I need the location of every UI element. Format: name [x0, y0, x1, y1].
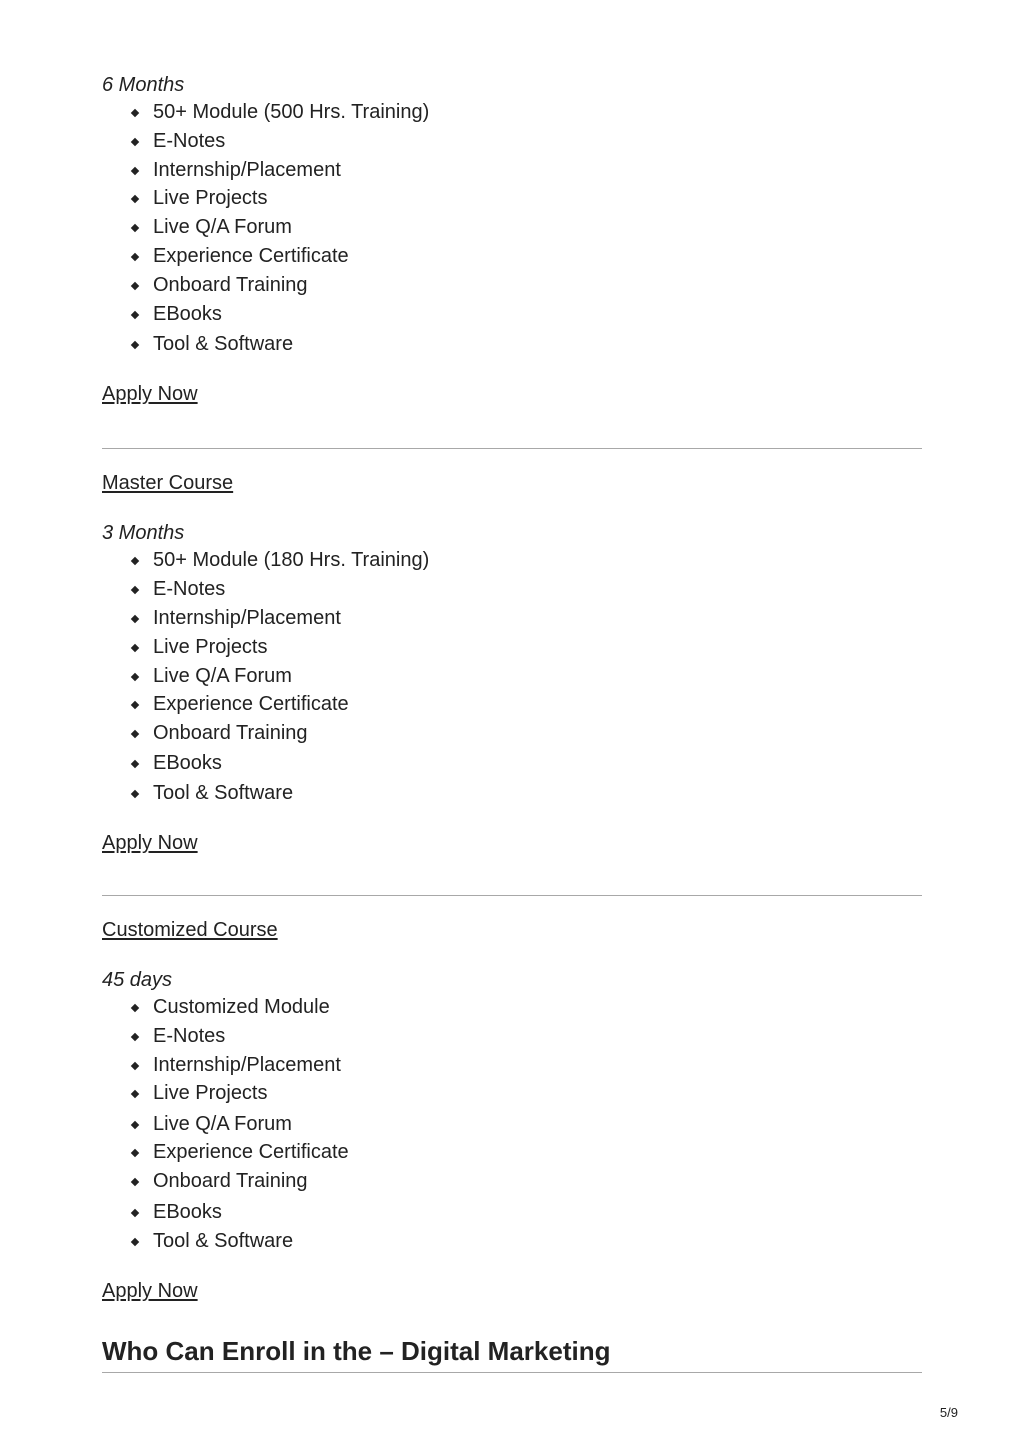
feature-label: Tool & Software — [153, 1230, 294, 1252]
feature-label: Experience Certificate — [153, 245, 349, 267]
feature-label: Onboard Training — [153, 274, 308, 296]
feature-label: Onboard Training — [153, 722, 308, 744]
apply-now-link[interactable]: Apply Now — [102, 832, 198, 854]
diamond-bullet-icon — [131, 341, 139, 349]
feature-label: Live Q/A Forum — [153, 1113, 292, 1135]
course-title-link[interactable]: Customized Course — [102, 919, 278, 941]
feature-label: 50+ Module (500 Hrs. Training) — [153, 101, 430, 123]
apply-now-link[interactable]: Apply Now — [102, 1280, 198, 1302]
diamond-bullet-icon — [131, 253, 139, 261]
diamond-bullet-icon — [131, 790, 139, 798]
diamond-bullet-icon — [131, 1149, 139, 1157]
feature-label: EBooks — [153, 1201, 222, 1223]
feature-label: Onboard Training — [153, 1170, 308, 1192]
diamond-bullet-icon — [131, 673, 139, 681]
feature-label: Experience Certificate — [153, 1141, 349, 1163]
diamond-bullet-icon — [131, 167, 139, 175]
feature-label: E-Notes — [153, 578, 226, 600]
diamond-bullet-icon — [131, 138, 139, 146]
feature-label: Internship/Placement — [153, 1054, 341, 1076]
diamond-bullet-icon — [131, 1004, 139, 1012]
feature-label: Tool & Software — [153, 782, 294, 804]
diamond-bullet-icon — [131, 1033, 139, 1041]
diamond-bullet-icon — [131, 282, 139, 290]
diamond-bullet-icon — [131, 1178, 139, 1186]
course-duration: 3 Months — [102, 522, 185, 544]
feature-label: E-Notes — [153, 130, 226, 152]
diamond-bullet-icon — [131, 109, 139, 117]
feature-label: Experience Certificate — [153, 693, 349, 715]
divider — [102, 448, 922, 449]
diamond-bullet-icon — [131, 1121, 139, 1129]
diamond-bullet-icon — [131, 615, 139, 623]
diamond-bullet-icon — [131, 1238, 139, 1246]
diamond-bullet-icon — [131, 311, 139, 319]
diamond-bullet-icon — [131, 586, 139, 594]
section-heading: Who Can Enroll in the – Digital Marketing — [102, 1336, 611, 1366]
diamond-bullet-icon — [131, 644, 139, 652]
feature-label: Live Q/A Forum — [153, 216, 292, 238]
feature-label: EBooks — [153, 752, 222, 774]
course-duration: 6 Months — [102, 74, 185, 96]
feature-label: 50+ Module (180 Hrs. Training) — [153, 549, 430, 571]
feature-label: Live Projects — [153, 187, 268, 209]
diamond-bullet-icon — [131, 195, 139, 203]
diamond-bullet-icon — [131, 224, 139, 232]
course-title-link[interactable]: Master Course — [102, 472, 234, 494]
diamond-bullet-icon — [131, 730, 139, 738]
feature-label: EBooks — [153, 303, 222, 325]
feature-label: Internship/Placement — [153, 607, 341, 629]
course-duration: 45 days — [102, 969, 173, 991]
diamond-bullet-icon — [131, 1090, 139, 1098]
feature-label: Internship/Placement — [153, 159, 341, 181]
apply-now-link[interactable]: Apply Now — [102, 383, 198, 405]
diamond-bullet-icon — [131, 1209, 139, 1217]
feature-label: Live Q/A Forum — [153, 665, 292, 687]
heading-underline — [102, 1372, 922, 1373]
feature-label: Tool & Software — [153, 333, 294, 355]
feature-label: Live Projects — [153, 636, 268, 658]
divider — [102, 895, 922, 896]
diamond-bullet-icon — [131, 557, 139, 565]
diamond-bullet-icon — [131, 701, 139, 709]
diamond-bullet-icon — [131, 760, 139, 768]
page-number: 5/9 — [939, 1405, 958, 1420]
feature-label: E-Notes — [153, 1025, 226, 1047]
feature-label: Customized Module — [153, 996, 330, 1018]
feature-label: Live Projects — [153, 1082, 268, 1104]
diamond-bullet-icon — [131, 1062, 139, 1070]
